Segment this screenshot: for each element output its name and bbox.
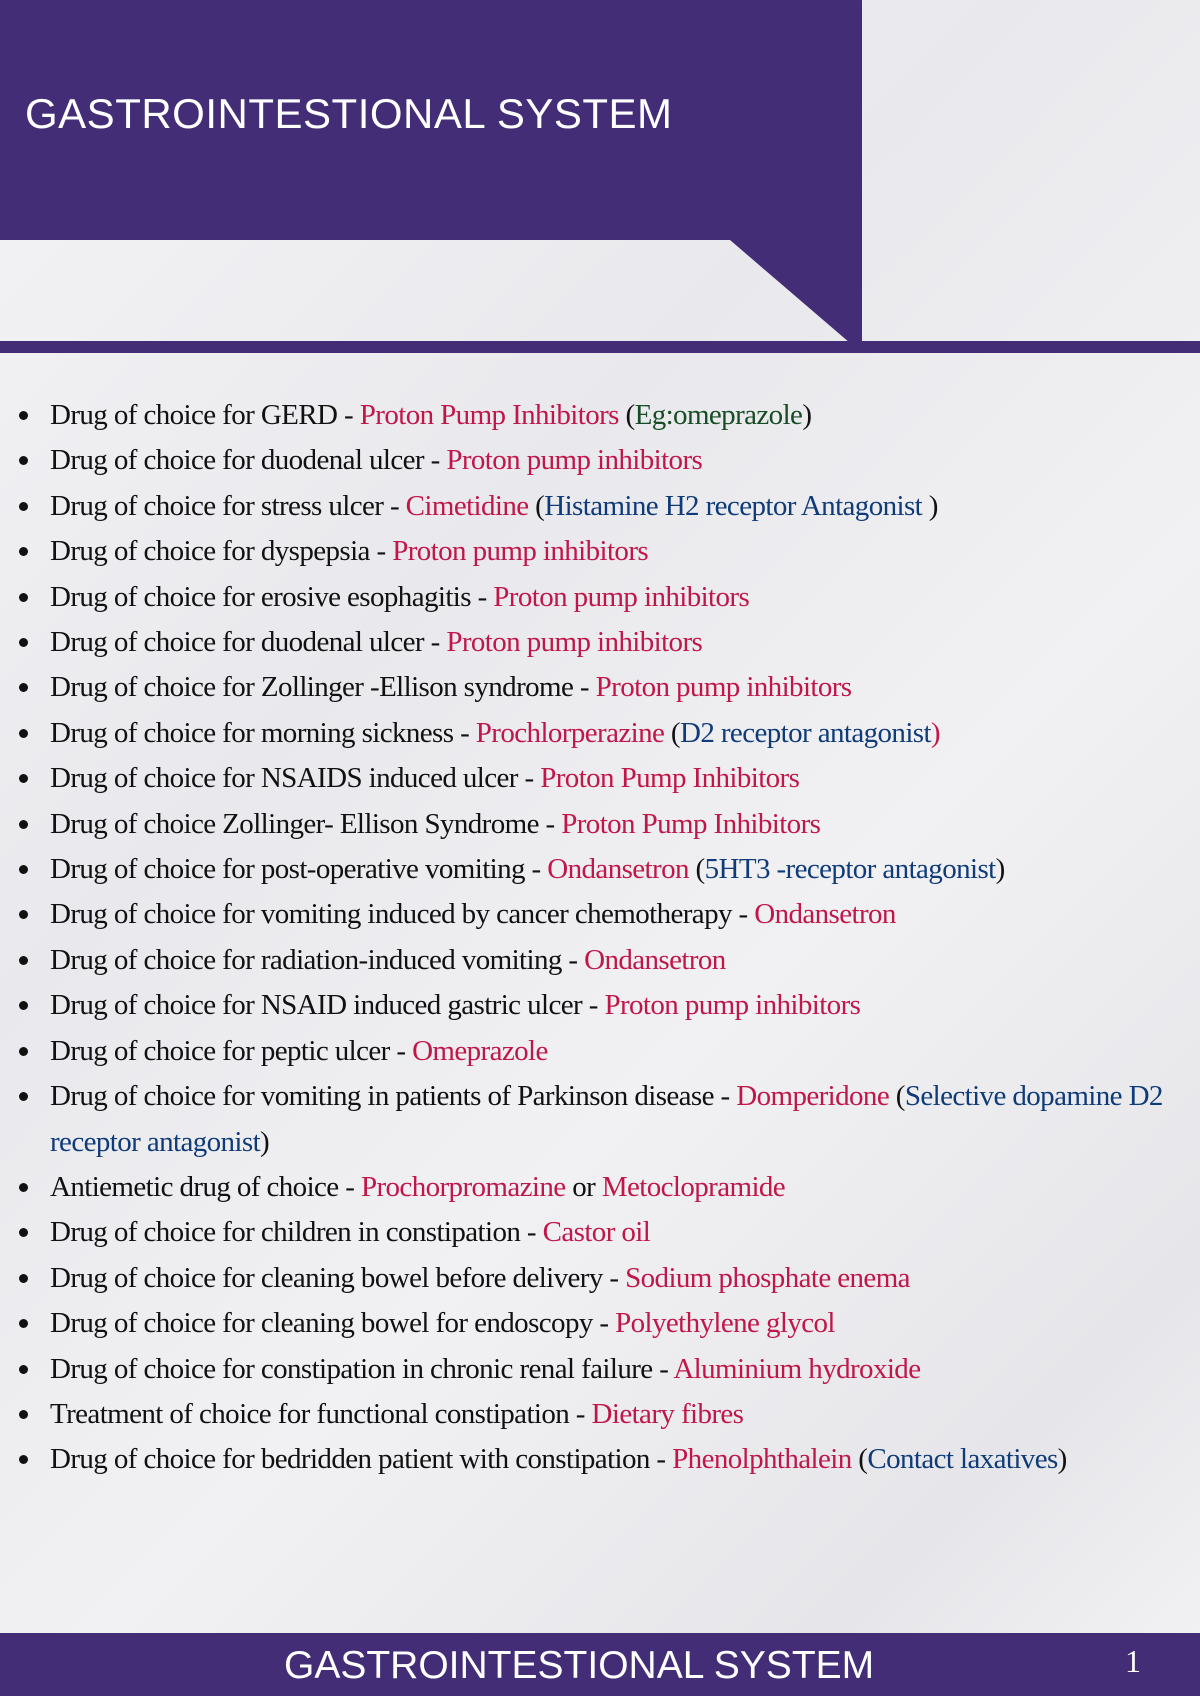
list-item: [0, 1074, 1200, 1165]
list-item: [0, 1301, 1200, 1346]
bullet-icon: [19, 683, 28, 692]
item-text: Drug of choice for peptic ulcer -: [50, 1034, 413, 1067]
list-item: [0, 1210, 1200, 1255]
item-text: Treatment of choice for functional constipation -: [50, 1397, 592, 1430]
list-item: [0, 620, 1200, 665]
page-title: GASTROINTESTIONAL SYSTEM: [25, 90, 673, 137]
header-divider: [0, 341, 1200, 353]
drug-note: D2 receptor antagonist: [679, 716, 931, 749]
bullet-icon: [19, 411, 28, 420]
drug-name: Cimetidine: [405, 489, 529, 522]
item-text: ): [802, 399, 812, 431]
drug-name: Aluminium hydroxide: [673, 1352, 921, 1385]
list-item: [0, 393, 1200, 438]
item-text: Drug of choice for dyspepsia -: [50, 535, 393, 568]
drug-name: Castor oil: [542, 1216, 651, 1249]
bullet-icon: [19, 956, 28, 965]
item-text: (: [889, 1080, 905, 1113]
page-number: 1: [1125, 1643, 1141, 1679]
item-text: Drug of choice Zollinger- Ellison Syndrome -: [50, 807, 562, 840]
bullet-icon: [19, 1319, 28, 1328]
bullet-icon: [19, 1047, 28, 1056]
item-text: Drug of choice for cleaning bowel before delivery -: [50, 1261, 626, 1294]
bullet-icon: [19, 1228, 28, 1237]
bullet-icon: [19, 774, 28, 783]
drug-name: ): [930, 716, 940, 749]
item-text: Drug of choice for constipation in chronic renal failure -: [50, 1352, 674, 1385]
item-text: Drug of choice for NSAIDS induced ulcer -: [50, 762, 541, 795]
list-item: [0, 1165, 1200, 1210]
title-banner: [0, 0, 862, 343]
drug-name: Polyethylene glycol: [615, 1307, 835, 1340]
item-text: Drug of choice for morning sickness -: [50, 716, 476, 749]
item-text: (: [851, 1443, 868, 1476]
footer-title: GASTROINTESTIONAL SYSTEM: [284, 1644, 875, 1687]
item-text: Drug of choice for vomiting in patients of Parkinson disease -: [50, 1080, 737, 1113]
drug-name: Phenolphthalein: [672, 1443, 852, 1476]
list-item: [0, 1256, 1200, 1301]
bullet-icon: [19, 820, 28, 829]
item-text: Drug of choice for post-operative vomiting -: [50, 853, 548, 886]
drug-name: Proton pump inhibitors: [446, 626, 703, 659]
item-text: ): [928, 489, 938, 522]
list-item: [0, 802, 1200, 847]
drug-name: Proton pump inhibitors: [595, 671, 852, 704]
item-text: ): [260, 1125, 270, 1158]
drug-note: Eg:omeprazole: [634, 399, 803, 431]
drug-name: Dietary fibres: [591, 1397, 744, 1430]
item-text: or: [565, 1170, 602, 1203]
list-item: [0, 529, 1200, 574]
drug-note: Contact laxatives: [867, 1443, 1058, 1476]
list-item: [0, 938, 1200, 983]
bullet-icon: [19, 638, 28, 647]
bullet-icon: [19, 456, 28, 465]
item-text: Antiemetic drug of choice -: [50, 1170, 361, 1203]
item-text: Drug of choice for bedridden patient with constipation -: [50, 1443, 673, 1476]
bullet-icon: [19, 1455, 28, 1464]
item-text: Drug of choice for vomiting induced by cancer chemotherapy -: [50, 898, 755, 931]
item-text: Drug of choice for erosive esophagitis -: [50, 580, 494, 613]
item-text: Drug of choice for children in constipation -: [50, 1216, 543, 1249]
drug-name: Metoclopramide: [601, 1170, 786, 1203]
drug-name: Proton pump inhibitors: [493, 580, 750, 613]
item-text: Drug of choice for duodenal ulcer -: [50, 444, 447, 477]
list-item: [0, 892, 1200, 937]
drug-name: Ondansetron: [754, 898, 896, 931]
bullet-icon: [19, 1410, 28, 1419]
list-item: [0, 847, 1200, 892]
bullet-icon: [19, 547, 28, 556]
item-text: ): [1057, 1443, 1067, 1476]
list-item: [0, 1029, 1200, 1074]
item-text: (: [664, 716, 680, 749]
list-item: [0, 438, 1200, 483]
bullet-icon: [19, 1183, 28, 1192]
footer-bar: [0, 1633, 1200, 1696]
drug-name: Ondansetron: [584, 943, 726, 976]
item-text: Drug of choice for Zollinger -Ellison syndrome -: [50, 671, 596, 704]
drug-note: Histamine H2 receptor Antagonist: [544, 489, 929, 522]
list-item: [0, 1347, 1200, 1392]
drug-name: Proton pump inhibitors: [604, 989, 861, 1022]
content-area: [0, 393, 1200, 1483]
drug-name: Ondansetron: [547, 853, 689, 886]
drug-name: Proton pump inhibitors: [392, 535, 649, 568]
list-item: [0, 575, 1200, 620]
drug-name: Proton pump inhibitors: [446, 444, 703, 477]
drug-name: Proton Pump Inhibitors: [561, 807, 821, 840]
item-text: Drug of choice for cleaning bowel for endoscopy -: [50, 1307, 616, 1340]
item-text: (: [688, 853, 705, 886]
item-text: (: [528, 489, 545, 522]
list-item: [0, 665, 1200, 710]
item-text: Drug of choice for NSAID induced gastric ulcer -: [50, 989, 605, 1022]
item-text: Drug of choice for GERD -: [50, 399, 360, 431]
bullet-icon: [19, 865, 28, 874]
bullet-icon: [19, 729, 28, 738]
list-item: [0, 1392, 1200, 1437]
item-text: (: [618, 399, 635, 431]
drug-name: Omeprazole: [412, 1034, 548, 1067]
drug-note: Selective dopamine D2 receptor antagonist: [50, 1080, 1163, 1158]
item-text: ): [995, 853, 1005, 886]
drug-of-choice-list: [0, 393, 1200, 1483]
bullet-icon: [19, 502, 28, 511]
drug-name: Sodium phosphate enema: [625, 1261, 910, 1294]
bullet-icon: [19, 1365, 28, 1374]
bullet-icon: [19, 910, 28, 919]
item-text: Drug of choice for stress ulcer -: [50, 489, 406, 522]
bullet-icon: [19, 593, 28, 602]
bullet-icon: [19, 1092, 28, 1101]
list-item: [0, 983, 1200, 1028]
list-item: [0, 484, 1200, 529]
list-item: [0, 1437, 1200, 1482]
drug-name: Proton Pump Inhibitors: [359, 399, 619, 431]
drug-name: Proton Pump Inhibitors: [540, 762, 800, 795]
drug-name: Prochlorperazine: [475, 716, 665, 749]
item-text: Drug of choice for duodenal ulcer -: [50, 626, 447, 659]
drug-note: 5HT3 -receptor antagonist: [704, 853, 996, 886]
bullet-icon: [19, 1274, 28, 1283]
list-item: [0, 711, 1200, 756]
list-item: [0, 756, 1200, 801]
bullet-icon: [19, 1001, 28, 1010]
drug-name: Prochorpromazine: [360, 1170, 566, 1203]
item-text: Drug of choice for radiation-induced vomiting -: [50, 943, 585, 976]
drug-name: Domperidone: [736, 1080, 890, 1113]
